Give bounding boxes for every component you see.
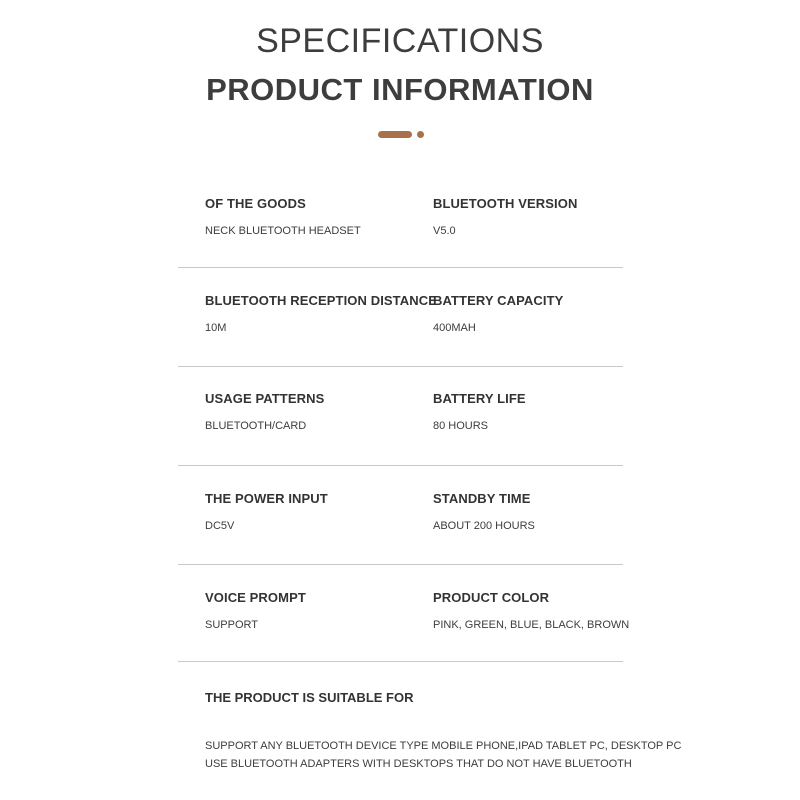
spec-label: THE POWER INPUT <box>205 491 328 506</box>
spec-item <box>433 196 577 237</box>
accent-dot <box>417 131 424 138</box>
accent-bar <box>378 131 412 138</box>
spec-value: PINK, GREEN, BLUE, BLACK, BROWN <box>433 619 630 631</box>
spec-label: BLUETOOTH VERSION <box>433 196 578 211</box>
spec-label: BATTERY CAPACITY <box>433 293 564 308</box>
row-divider <box>178 465 623 466</box>
page-title: SPECIFICATIONS <box>256 22 544 60</box>
spec-label: BLUETOOTH RECEPTION DISTANCE <box>205 293 437 308</box>
suitable-line: USE BLUETOOTH ADAPTERS WITH DESKTOPS THAT DO NOT HAVE BLUETOOTH <box>205 758 632 770</box>
row-divider <box>178 267 623 268</box>
spec-value: 400MAH <box>433 322 476 334</box>
spec-value: DC5V <box>205 520 235 532</box>
spec-item <box>205 391 324 432</box>
spec-item <box>205 491 328 532</box>
row-divider <box>178 661 623 662</box>
spec-value: NECK BLUETOOTH HEADSET <box>205 225 361 237</box>
spec-item <box>433 391 526 432</box>
spec-item <box>433 590 629 631</box>
suitable-line: SUPPORT ANY BLUETOOTH DEVICE TYPE MOBILE PHONE,IPAD TABLET PC, DESKTOP PC <box>205 740 682 752</box>
spec-value: V5.0 <box>433 225 456 237</box>
spec-item <box>205 196 361 237</box>
suitable-label: THE PRODUCT IS SUITABLE FOR <box>205 690 414 705</box>
spec-item <box>433 293 563 334</box>
spec-label: USAGE PATTERNS <box>205 391 325 406</box>
suitable-description <box>205 737 682 773</box>
spec-value: BLUETOOTH/CARD <box>205 420 307 432</box>
spec-item <box>433 491 535 532</box>
row-divider <box>178 366 623 367</box>
spec-label: OF THE GOODS <box>205 196 306 211</box>
spec-value: SUPPORT <box>205 619 258 631</box>
spec-label: STANDBY TIME <box>433 491 531 506</box>
spec-item <box>205 590 306 631</box>
spec-label: BATTERY LIFE <box>433 391 526 406</box>
spec-label: PRODUCT COLOR <box>433 590 550 605</box>
row-divider <box>178 564 623 565</box>
page-subtitle: PRODUCT INFORMATION <box>206 72 594 107</box>
spec-value: 80 HOURS <box>433 420 489 432</box>
spec-value: 10M <box>205 322 227 334</box>
spec-label: VOICE PROMPT <box>205 590 306 605</box>
spec-item <box>205 293 437 334</box>
spec-value: ABOUT 200 HOURS <box>433 520 535 532</box>
